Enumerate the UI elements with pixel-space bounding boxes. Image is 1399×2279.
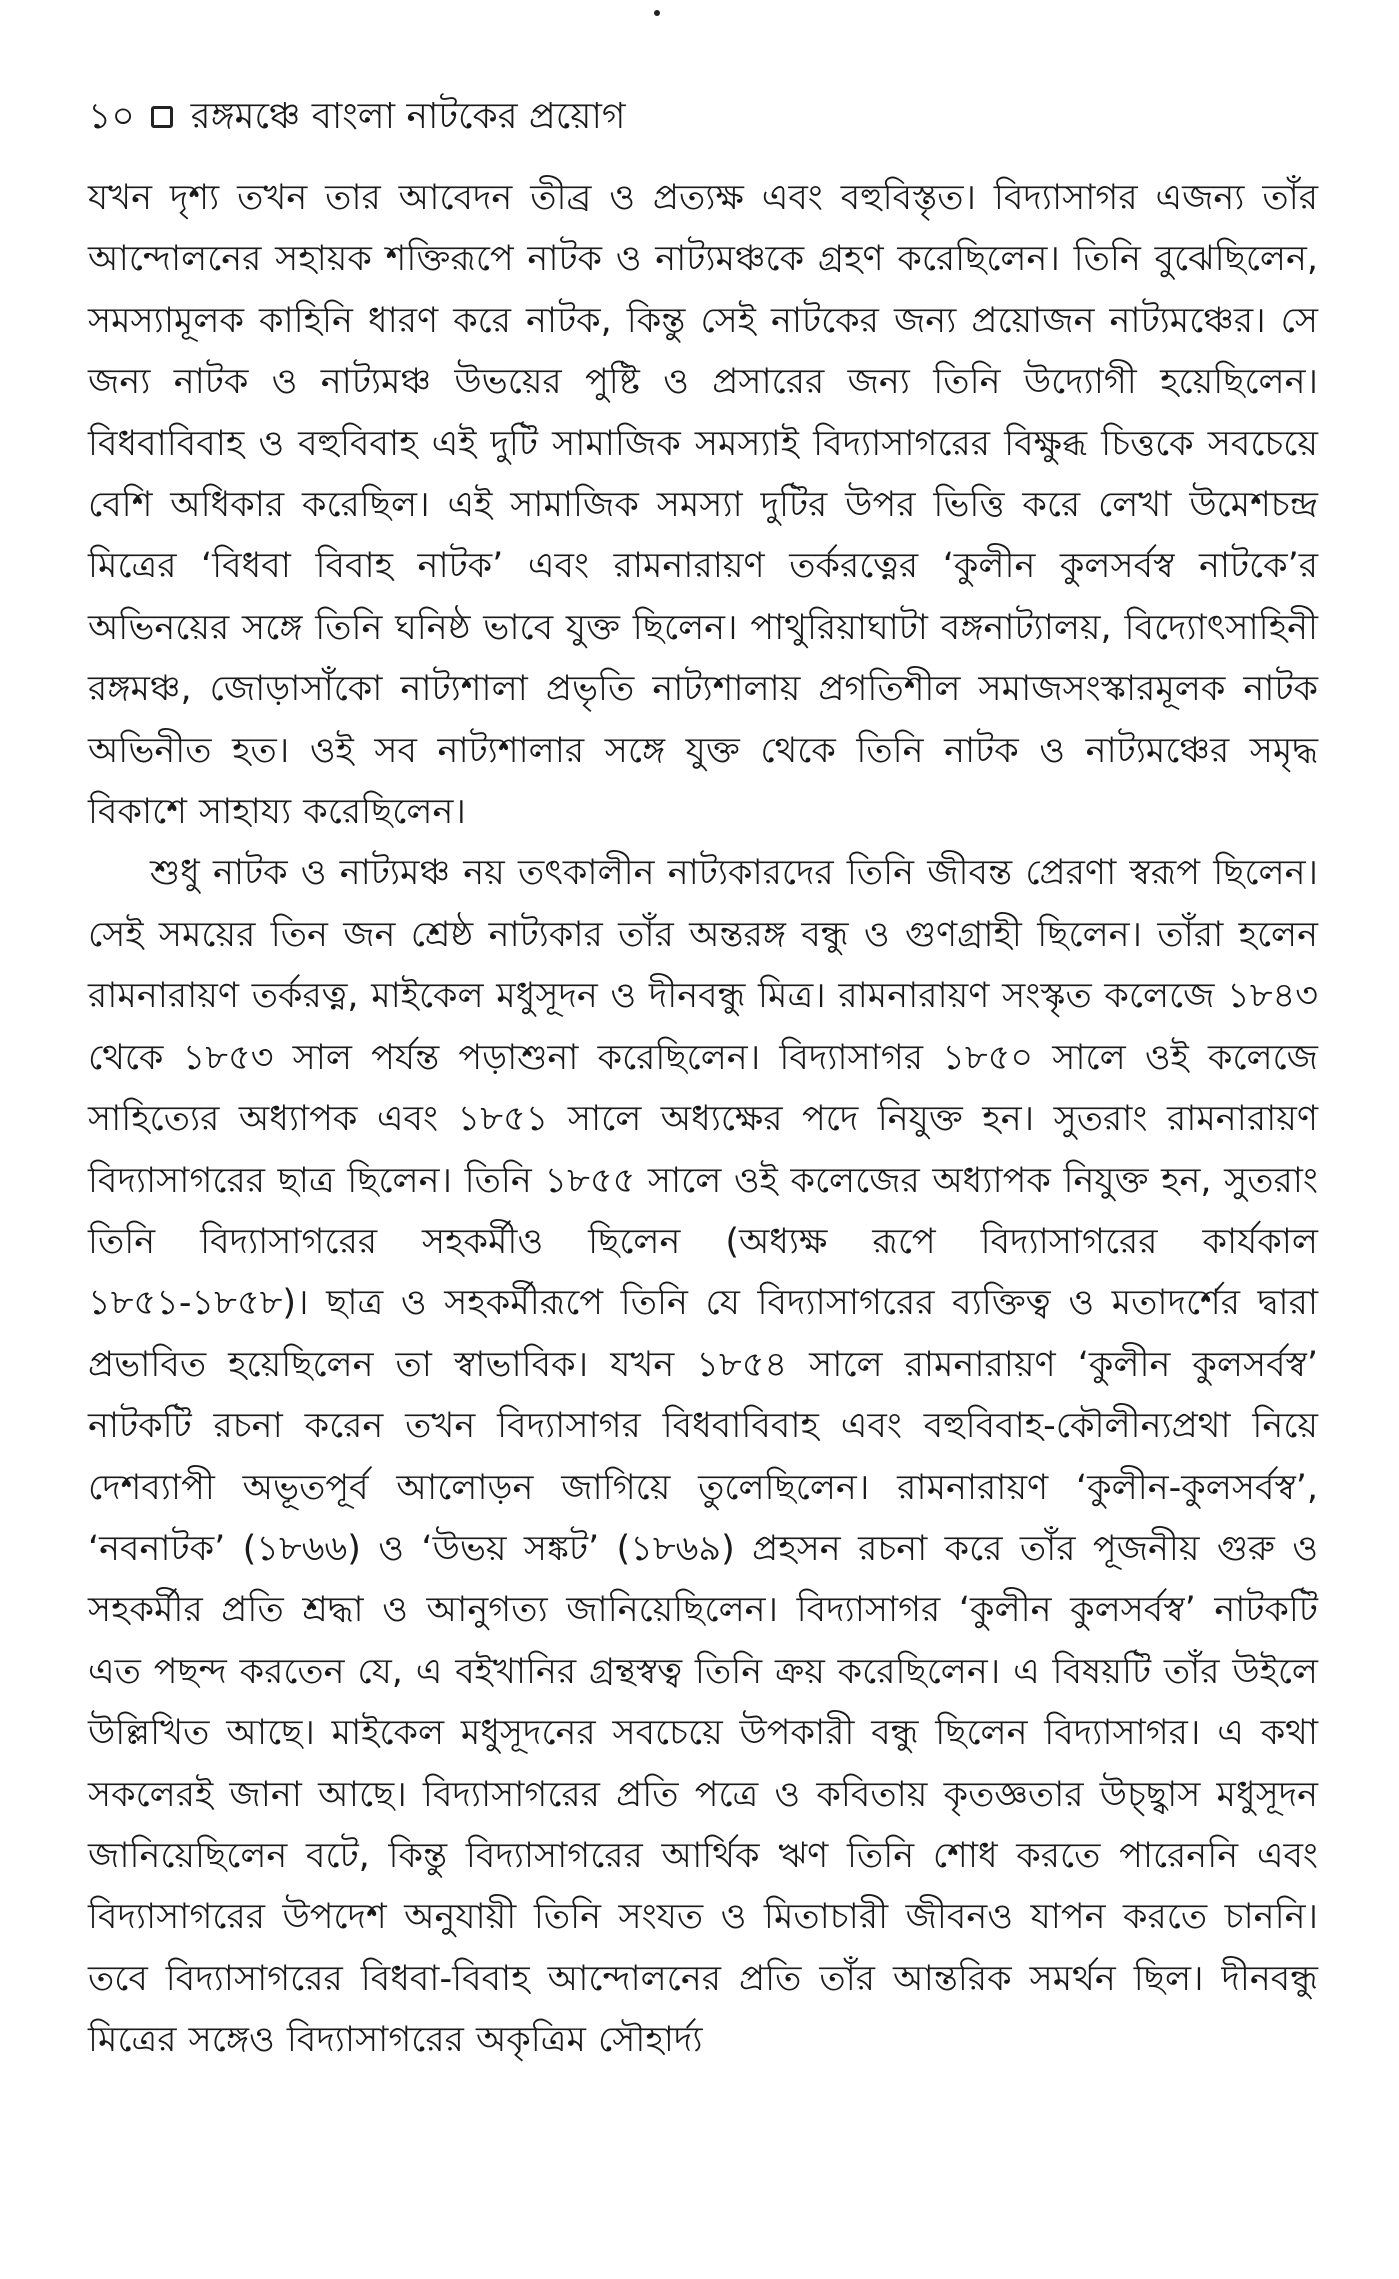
book-page [88, 0, 1318, 2279]
square-bullet-icon [151, 106, 173, 128]
running-title: রঙ্গমঞ্চে বাংলা নাটকের প্রয়োগ [190, 96, 626, 137]
paragraph-2: শুধু নাটক ও নাট্যমঞ্চ নয় তৎকালীন নাট্যকারদের তিনি জীবন্ত প্রেরণা স্বরূপ ছিলেন। সেই সময়ের তিন জন শ্রেষ্ঠ নাট্যকার তাঁর অন্তরঙ্গ বন্ধু ও গুণগ্রাহী ছিলেন। তাঁরা হলেন রামনারায়ণ তর্করত্ন, মাইকেল মধুসূদন ও দীনবন্ধু মিত্র। রামনারায়ণ সংস্কৃত কলেজে ১৮৪৩ থেকে ১৮৫৩ সাল পর্যন্ত পড়াশুনা করেছিলেন। বিদ্যাসাগর ১৮৫০ সালে ওই কলেজে সাহিত্যের অধ্যাপক এবং ১৮৫১ সালে অধ্যক্ষের পদে নিযুক্ত হন। সুতরাং রামনারায়ণ বিদ্যাসাগরের ছাত্র ছিলেন। তিনি ১৮৫৫ সালে ওই কলেজের অধ্যাপক নিযুক্ত হন, সুতরাং তিনি বিদ্যাসাগরের সহকর্মীও ছিলেন (অধ্যক্ষ রূপে বিদ্যাসাগরের কার্যকাল ১৮৫১-১৮৫৮)। ছাত্র ও সহকর্মীরূপে তিনি যে বিদ্যাসাগরের ব্যক্তিত্ব ও মতাদর্শের দ্বারা প্রভাবিত হয়েছিলেন তা স্বাভাবিক। যখন ১৮৫৪ সালে রামনারায়ণ ‘কুলীন কুলসর্বস্ব’ নাটকটি রচনা করেন তখন বিদ্যাসাগর বিধবাবিবাহ এবং বহুবিবাহ-কৌলীন্যপ্রথা নিয়ে দেশব্যাপী অভূতপূর্ব আলোড়ন জাগিয়ে তুলেছিলেন। রামনারায়ণ ‘কুলীন-কুলসর্বস্ব’, ‘নবনাটক’ (১৮৬৬) ও ‘উভয় সঙ্কট’ (১৮৬৯) প্রহসন রচনা করে তাঁর পূজনীয় গুরু ও সহকর্মীর প্রতি শ্রদ্ধা ও আনুগত্য জানিয়েছিলেন। বিদ্যাসাগর ‘কুলীন কুলসর্বস্ব’ নাটকটি এত পছন্দ করতেন যে, এ বইখানির গ্রন্থস্বত্ব তিনি ক্রয় করেছিলেন। এ বিষয়টি তাঁর উইলে উল্লিখিত আছে। মাইকেল মধুসূদনের সবচেয়ে উপকারী বন্ধু ছিলেন বিদ্যাসাগর। এ কথা সকলেরই জানা আছে। বিদ্যাসাগরের প্রতি পত্রে ও কবিতায় কৃতজ্ঞতার উচ্ছ্বাস মধুসূদন জানিয়েছিলেন বটে, কিন্তু বিদ্যাসাগরের আর্থিক ঋণ তিনি শোধ করতে পারেননি এবং বিদ্যাসাগরের উপদেশ অনুযায়ী তিনি সংযত ও মিতাচারী জীবনও যাপন করতে চাননি। তবে বিদ্যাসাগরের বিধবা-বিবাহ আন্দোলনের প্রতি তাঁর আন্তরিক সমর্থন ছিল। দীনবন্ধু মিত্রের সঙ্গেও বিদ্যাসাগরের অকৃত্রিম সৌহার্দ্য [88, 853, 1318, 2061]
body-text [88, 168, 1318, 2072]
page-number: ১০ [88, 96, 135, 137]
page-top-mark [654, 10, 660, 16]
running-header [88, 92, 626, 142]
paragraph-1: যখন দৃশ্য তখন তার আবেদন তীব্র ও প্রত্যক্ষ এবং বহুবিস্তৃত। বিদ্যাসাগর এজন্য তাঁর আন্দোলনের সহায়ক শক্তিরূপে নাটক ও নাট্যমঞ্চকে গ্রহণ করেছিলেন। তিনি বুঝেছিলেন, সমস্যামূলক কাহিনি ধারণ করে নাটক, কিন্তু সেই নাটকের জন্য প্রয়োজন নাট্যমঞ্চের। সে জন্য নাটক ও নাট্যমঞ্চ উভয়ের পুষ্টি ও প্রসারের জন্য তিনি উদ্যোগী হয়েছিলেন। বিধবাবিবাহ ও বহুবিবাহ এই দুটি সামাজিক সমস্যাই বিদ্যাসাগরের বিক্ষুব্ধ চিত্তকে সবচেয়ে বেশি অধিকার করেছিল। এই সামাজিক সমস্যা দুটির উপর ভিত্তি করে লেখা উমেশচন্দ্র মিত্রের ‘বিধবা বিবাহ নাটক’ এবং রামনারায়ণ তর্করত্নের ‘কুলীন কুলসর্বস্ব নাটকে’র অভিনয়ের সঙ্গে তিনি ঘনিষ্ঠ ভাবে যুক্ত ছিলেন। পাথুরিয়াঘাটা বঙ্গনাট্যালয়, বিদ্যোৎসাহিনী রঙ্গমঞ্চ, জোড়াসাঁকো নাট্যশালা প্রভৃতি নাট্যশালায় প্রগতিশীল সমাজসংস্কারমূলক নাটক অভিনীত হত। ওই সব নাট্যশালার সঙ্গে যুক্ত থেকে তিনি নাটক ও নাট্যমঞ্চের সমৃদ্ধ বিকাশে সাহায্য করেছিলেন। [88, 178, 1318, 833]
